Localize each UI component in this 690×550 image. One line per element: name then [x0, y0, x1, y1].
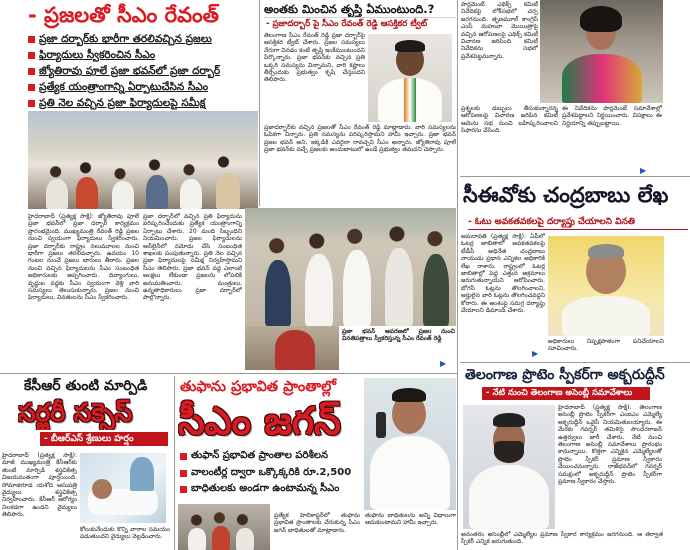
bullet-square-icon	[180, 486, 187, 493]
bullet-square-icon	[28, 100, 35, 107]
list-item	[180, 481, 362, 498]
jagan-headline: సీఎం జగన్	[178, 399, 341, 443]
bullet-text: వాలంటీర్ల ద్వారా ఒక్కొక్కరికి రూ.2,500	[191, 466, 352, 478]
figure-body	[423, 254, 449, 326]
figure-body	[562, 54, 642, 103]
photo-cm-receiving-petitions	[245, 208, 456, 326]
list-item	[180, 465, 362, 482]
bullet-square-icon	[28, 36, 35, 43]
microphone-icon	[376, 412, 386, 438]
figure-hair	[493, 413, 525, 427]
figure-hair	[580, 6, 622, 32]
bullet-text: తుఫాన్ ప్రభావిత ప్రాంతాల పరిశీలన	[191, 450, 329, 461]
photo-jagan-portrait	[364, 378, 456, 510]
bullet-text: ఫిర్యాదులు స్వీకరించిన సీఎం	[39, 49, 156, 61]
petition-photo-caption: ప్రజా భవన్ ఆవరణలో ప్రజల నుంచి వినతిపత్రాలు స్వీకరిస్తున్న సీఎం రేవంత్ రెడ్డి	[342, 328, 455, 343]
figure-body	[236, 528, 254, 550]
chandrababu-body: అమరావతి (ప్రత్యక్ష సాక్షి): ఏపీలో ఓటర్ల జాబితాలో అవకతవకలపై టీడీపీ అధినేత చంద్రబాబు నాయుడు ప్రధాన ఎన్నికల అధికారికి లేఖ రాశారు. రాష్ట్రంలో ఓటర్ల జాబితాల్లో పెద్ద ఎత్తున అక్రమాలు జరుగుతున్నాయని ఆరోపించారు. బోగస్ ఓట్లను తొలగించాలని, అర్హులైన వారి ఓట్లను తొలగించవద్దని కోరారు. ఈ అంశంపై సమగ్ర దర్యాప్తు చేయాలని డిమాండ్ చేశారు.	[461, 233, 545, 315]
kcr-body-continued: కోలుకునేందుకు కొన్ని వారాల సమయం పడుతుందని వైద్యులు వెల్లడించారు.	[80, 526, 170, 541]
chandrababu-headline: సీఈవోకు చంద్రబాబు లేఖ	[463, 183, 669, 207]
bullet-text: ప్రజా దర్బార్‌కు భారీగా తరలివచ్చిన ప్రజలు	[39, 33, 212, 45]
tweet-headline: అంతకు మించిన తృప్తి ఏముంటుంది.?	[264, 2, 456, 18]
list-item	[28, 95, 258, 111]
akbaruddin-body-continued: అనంతరం అసెంబ్లీలో ఎమ్మెల్యేల ప్రమాణ స్వీకార కార్యక్రమం జరగనుంది. ఆ తర్వాత స్పీకర్ ఎన్నిక జరుగుతుంది.	[461, 531, 663, 546]
kcr-headline: సర్జరీ సక్సెస్	[18, 398, 133, 427]
column-rule	[457, 0, 458, 550]
jagan-body-column-1: ప్రత్యేక హెలికాప్టర్‌లో తుఫాను ప్రభావిత ప్రాంతాలకు చేరుకున్న సీఎం జగన్ బాధితులతో మాట్లాడారు.	[274, 512, 360, 534]
figure-head	[92, 479, 112, 499]
kcr-body: హైదరాబాద్ (ప్రత్యక్ష సాక్షి): మాజీ ముఖ్యమంత్రి కేసీఆర్‌కు తుంటి మార్పిడి శస్త్రచికిత్స విజయవంతంగా పూర్తయింది. సోమాజిగూడ యశోద ఆసుపత్రి వైద్యులు శస్త్రచికిత్స నిర్వహించారు. కేసీఆర్ ఆరోగ్యం నిలకడగా ఉందని వైద్యులు తెలిపారు.	[2, 452, 77, 519]
ethics-body-column-2: ప్రశ్నలకు డబ్బులు తీసుకున్నారన్న ఆరోపణలపై విచారణ జరిపిన కమిటీ ఆమెను సభ నుంచి బహిష్కరించాలని సిఫారసు చేసింది.	[461, 105, 558, 135]
column-rule	[174, 376, 175, 550]
kcr-subhead-bar: - బీఆర్ఎస్ శ్రేణులు హర్షం	[40, 432, 168, 446]
photo-akbaruddin-portrait	[463, 405, 555, 529]
bullet-text: బాధితులకు అండగా ఉంటామన్న సీఎం	[191, 483, 340, 494]
figure-body	[76, 177, 98, 209]
section-rule	[460, 176, 690, 177]
figure-beard	[494, 441, 524, 463]
figure-hair	[392, 388, 426, 402]
list-item	[28, 31, 258, 47]
akbaruddin-headline: తెలంగాణ ప్రొటెం స్పీకర్‌గా అక్బరుద్దీన్	[465, 367, 665, 383]
photo-chandrababu-portrait	[548, 236, 664, 336]
bullet-text: జ్యోతిరావు పూలే ప్రజా భవన్‌లో ప్రజా దర్బార్	[39, 65, 221, 77]
figure-body	[146, 175, 168, 209]
list-item	[28, 47, 258, 63]
figure-body	[112, 181, 134, 209]
chandrababu-subhead: - ఓటు అవకతవకలపై దర్యాప్తు చేయాలని వినతి	[468, 215, 688, 230]
figure-body	[275, 330, 315, 370]
bullet-text: ప్రత్యేక యంత్రాంగాన్ని ఏర్పాటుచేసిన సీఎం	[39, 81, 209, 93]
figure-body	[216, 173, 240, 209]
list-item	[180, 448, 362, 465]
figure-body	[469, 465, 549, 529]
revanth-headline: - ప్రజలతో సీఎం రేవంత్	[28, 3, 220, 27]
figure-hair	[588, 244, 624, 258]
photo-jagan-visit-crowd	[178, 504, 270, 550]
revanth-body-column-1: హైదరాబాద్ (ప్రత్యక్ష సాక్షి): జ్యోతిరావు పూలే ప్రజా భవన్‌లో ప్రజా దర్బార్ కార్యక్రమం ప్రారంభమైంది. ముఖ్యమంత్రి రేవంత్ రెడ్డి ప్రజల నుంచి స్వయంగా ఫిర్యాదులు స్వీకరించారు. ప్రజా దర్బార్‌కు రాష్ట్రం నలుమూలల నుంచి భారీగా ప్రజలు తరలివచ్చారు. ఉదయం 10 గంటల నుంచే ప్రజలు బారులు తీరారు. ప్రజల నుంచి వచ్చిన ఫిర్యాదులను సీఎం సంబంధిత అధికారులకు అప్పగించారు. దివ్యాంగులు, వృద్ధుల వద్దకు సీఎం స్వయంగా వెళ్లి వారి సమస్యలు తెలుసుకున్నారు. ప్రజల నుంచి ఫిర్యాదులు, వినతులను సీఎం స్వీకరించారు.	[28, 213, 139, 302]
photo-praja-darbar-hall	[28, 111, 258, 209]
jagan-kicker: తుఫాను ప్రభావిత ప్రాంతాల్లో	[180, 379, 336, 395]
chandrababu-body-continued: అధికారులు నిష్పక్షపాతంగా పనిచేయాలని సూచించారు.	[548, 338, 664, 353]
tweet-subhead: - ప్రజాదర్బార్ పై సీఎం రేవంత్ రెడ్డి ఆసక్తికర ట్వీట్	[266, 19, 428, 29]
photo-revanth-portrait	[368, 34, 452, 122]
photo-petitioner-woman	[245, 326, 339, 370]
figure-body	[385, 248, 413, 326]
list-item	[28, 79, 258, 95]
figure-body	[188, 528, 206, 550]
figure-body	[265, 260, 291, 326]
photo-woman-mp	[540, 0, 663, 103]
ethics-body-column-3: ఈ నివేదికను పార్లమెంట్ సమావేశాల్లో ప్రవేశపెట్టాలని నిర్ణయించారు. విపక్షాలు ఈ నిర్ణయాన్ని తప్పుబట్టాయి.	[562, 105, 662, 127]
bullet-square-icon	[28, 52, 35, 59]
bullet-square-icon	[180, 453, 187, 460]
figure-body	[212, 526, 230, 550]
bullet-square-icon	[28, 68, 35, 75]
figure-body	[562, 296, 650, 336]
column-rule	[259, 0, 260, 206]
list-item	[28, 63, 258, 79]
figure-body	[305, 254, 333, 326]
section-rule	[0, 373, 457, 374]
continue-arrow-icon[interactable]: ▶	[532, 349, 539, 358]
bullet-text: ప్రతి నెల వచ్చిన ప్రజా ఫిర్యాదులపై సమీక్ష	[39, 97, 206, 109]
continue-arrow-icon[interactable]: ▶	[640, 166, 647, 175]
akbaruddin-body: హైదరాబాద్ (ప్రత్యక్ష సాక్షి): తెలంగాణ అసెంబ్లీ ప్రొటెం స్పీకర్‌గా ఎంఐఎం ఎమ్మెల్యే అక్బరుద్దీన్ ఒవైసీ నియమితులయ్యారు. ఈ మేరకు గవర్నర్ తమిళిసై సౌందరరాజన్ ఉత్తర్వులు జారీ చేశారు. నేటి నుంచి తెలంగాణ అసెంబ్లీ సమావేశాలు ప్రారంభం కానున్నాయి. కొత్తగా ఎన్నికైన ఎమ్మెల్యేలతో ప్రొటెం స్పీకర్ ప్రమాణ స్వీకారం చేయించనున్నారు. రాజ్‌భవన్‌లో గవర్నర్ సమక్షంలో అక్బరుద్దీన్ ప్రొటెం స్పీకర్‌గా ప్రమాణ స్వీకారం చేస్తారు.	[558, 404, 662, 486]
figure-body	[343, 250, 371, 326]
bullet-square-icon	[180, 470, 187, 477]
tweet-body-bottom: ప్రజాదర్బార్‌కు వచ్చిన ప్రజలతో సీఎం రేవంత్ రెడ్డి మాట్లాడారు. వారి సమస్యలను ఓపికగా విన్నారు. ప్రతి సమస్యను పరిష్కరిస్తామని హామీ ఇచ్చారు. ప్రజా భవన్ ప్రజల భవన్ అని, ఇక్కడికి ఎవరైనా రావచ్చని సీఎం అన్నారు. జ్యోతిరావు పూలే ప్రజా భవన్‌కు వచ్చే ప్రజలకు అందుబాటులో ఉండే ప్రభుత్వం తమదని చెప్పారు.	[264, 124, 456, 154]
section-rule	[460, 362, 690, 363]
figure-body	[370, 436, 450, 510]
continue-arrow-icon[interactable]: ▶	[440, 359, 447, 368]
bullet-square-icon	[28, 84, 35, 91]
figure-body	[180, 179, 202, 209]
photo-kcr-hospital	[80, 453, 166, 523]
jagan-body-column-2: తుఫాను బాధితులను అన్ని విధాలుగా ఆదుకుంటామని హామీ ఇచ్చారు.	[365, 512, 456, 527]
doctor-figure	[130, 457, 154, 491]
ethics-body-column-1: పార్లమెంట్ ఎథిక్స్ కమిటీ నివేదికపై లోక్‌సభలో చర్చ జరగనుంది. తృణమూల్ కాంగ్రెస్ ఎంపీ మహువా మొయిత్రాపై వచ్చిన ఆరోపణలపై ఎథిక్స్ కమిటీ విచారణ జరిపింది. కమిటీ నివేదికను సభలో ప్రవేశపెట్టనున్నారు.	[461, 1, 538, 60]
jagan-bullet-list	[180, 448, 362, 500]
figure-body	[46, 179, 68, 209]
kcr-kicker: కేసీఆర్ తుంటి మార్పిడి	[24, 378, 148, 394]
figure-hair	[395, 40, 425, 52]
tweet-body-top: తెలంగాణ సీఎం రేవంత్ రెడ్డి ప్రజా దర్బార్‌పై ఆసక్తికర ట్వీట్ చేశారు. ప్రజల సమస్యలు నేరుగా వినడం కంటే తృప్తి ఇంకేముంటుందని పేర్కొన్నారు. ప్రజా భవన్‌కు వచ్చిన ప్రతి ఒక్కరి సమస్యను విన్నామని, వారి కష్టాలు తీర్చేందుకు ప్రభుత్వం కృషి చేస్తుందని తెలిపారు.	[264, 32, 365, 84]
akbaruddin-subhead-bar: - నేటి నుంచి తెలంగాణ అసెంబ్లీ సమావేశాలు	[482, 387, 650, 400]
revanth-body-column-2: ప్రజా దర్బార్‌లో వచ్చిన ప్రతి ఫిర్యాదును పరిష్కరించేందుకు ప్రత్యేక యంత్రాంగాన్ని ఏర్పాటు చేశారు. 20 మంది సిబ్బందిని నియమించారు. ప్రజల ఫిర్యాదులను ఆన్‌లైన్‌లో నమోదు చేసి సంబంధిత శాఖలకు పంపుతున్నారు. ప్రతి నెల వచ్చిన ప్రజా ఫిర్యాదులపై సమీక్ష నిర్వహిస్తామని సీఎం తెలిపారు. ప్రజా భవన్ వద్ద ఎలాంటి ఆంక్షలు లేకుండా ప్రజలను లోపలికి అనుమతించారు. మంత్రులు, ఉన్నతాధికారులు ప్రజా దర్బార్‌లో పాల్గొన్నారు.	[143, 213, 242, 302]
revanth-bullet-list	[28, 31, 258, 111]
party-scarf	[404, 78, 416, 122]
